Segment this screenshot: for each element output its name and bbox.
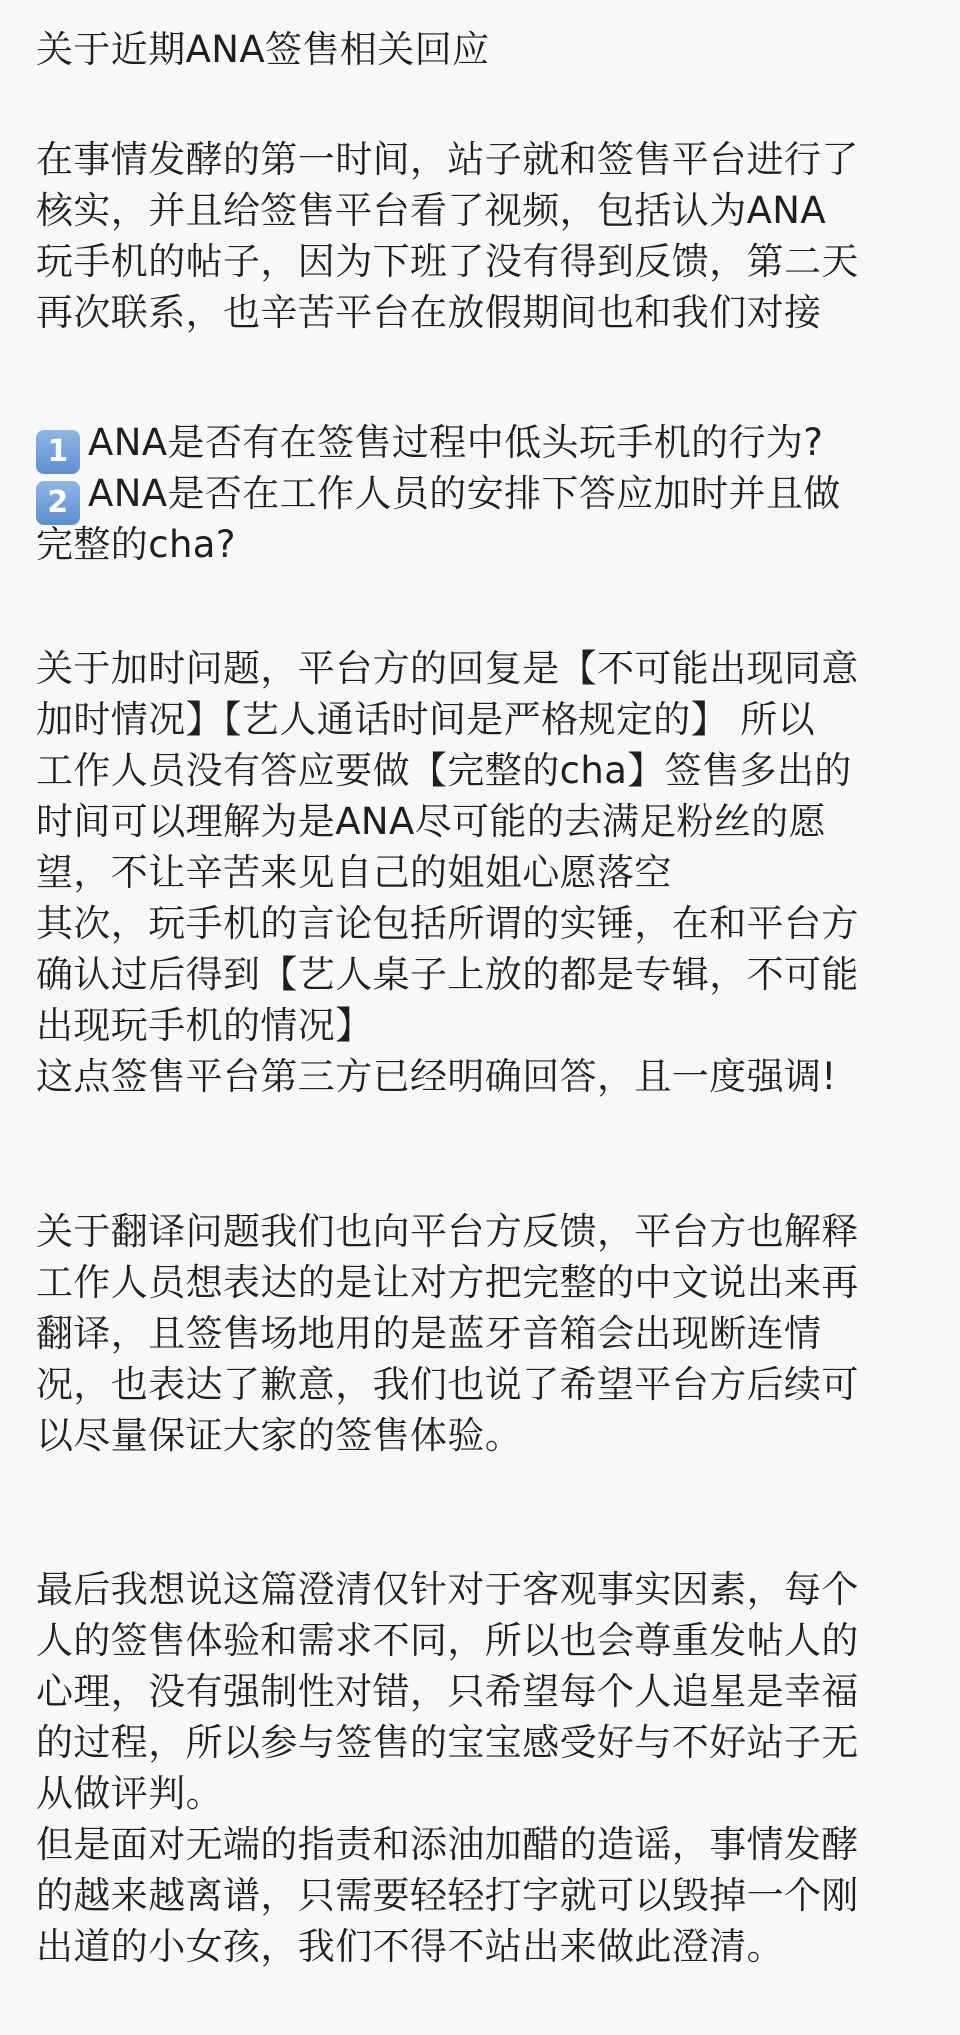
question-continuation: 完整的cha? bbox=[36, 523, 236, 566]
text-line: 其次，玩手机的言论包括所谓的实锤，在和平台方 bbox=[36, 902, 859, 945]
number-one-icon: 1 bbox=[36, 430, 80, 474]
text-line: 关于翻译问题我们也向平台方反馈，平台方也解释 bbox=[36, 1210, 859, 1253]
text-line: 这点签售平台第三方已经明确回答，且一度强调! bbox=[36, 1055, 837, 1098]
text-line: 出道的小女孩，我们不得不站出来做此澄清。 bbox=[36, 1925, 784, 1968]
text-line: 加时情况】【艺人通话时间是严格规定的】 所以 bbox=[36, 698, 816, 741]
text-line: 玩手机的帖子，因为下班了没有得到反馈，第二天 bbox=[36, 240, 859, 283]
text-line: 关于加时问题，平台方的回复是【不可能出现同意 bbox=[36, 647, 859, 690]
text-line: 核实，并且给签售平台看了视频，包括认为ANA bbox=[36, 189, 827, 232]
text-line: 出现玩手机的情况】 bbox=[36, 1004, 373, 1047]
text-line: 再次联系，也辛苦平台在放假期间也和我们对接 bbox=[36, 291, 822, 334]
paragraph-translation bbox=[36, 1206, 936, 1461]
text-line: 时间可以理解为是ANA尽可能的去满足粉丝的愿 bbox=[36, 800, 827, 843]
number-two-icon: 2 bbox=[36, 481, 80, 525]
question-text: ANA是否有在签售过程中低头玩手机的行为? bbox=[88, 421, 824, 464]
text-line: 心理，没有强制性对错，只希望每个人追星是幸福 bbox=[36, 1670, 859, 1713]
question-text: ANA是否在工作人员的安排下答应加时并且做 bbox=[88, 472, 841, 515]
text-line: 工作人员没有答应要做【完整的cha】签售多出的 bbox=[36, 749, 852, 792]
text-line: 况，也表达了歉意，我们也说了希望平台方后续可 bbox=[36, 1363, 859, 1406]
title-block bbox=[36, 24, 936, 75]
paragraph-conclusion bbox=[36, 1564, 936, 1972]
question-item-2 bbox=[36, 468, 936, 519]
text-line: 工作人员想表达的是让对方把完整的中文说出来再 bbox=[36, 1261, 859, 1304]
question-item-1 bbox=[36, 417, 936, 468]
text-line: 在事情发酵的第一时间，站子就和签售平台进行了 bbox=[36, 138, 859, 181]
text-line: 最后我想说这篇澄清仅针对于客观事实因素，每个 bbox=[36, 1568, 859, 1611]
text-line: 的过程，所以参与签售的宝宝感受好与不好站子无 bbox=[36, 1721, 859, 1764]
text-line: 人的签售体验和需求不同，所以也会尊重发帖人的 bbox=[36, 1619, 859, 1662]
text-line: 从做评判。 bbox=[36, 1772, 223, 1815]
text-line: 的越来越离谱，只需要轻轻打字就可以毁掉一个刚 bbox=[36, 1874, 859, 1917]
text-line: 确认过后得到【艺人桌子上放的都是专辑，不可能 bbox=[36, 953, 859, 996]
question-list bbox=[36, 417, 936, 570]
text-line: 望，不让辛苦来见自己的姐姐心愿落空 bbox=[36, 851, 672, 894]
paragraph-verification bbox=[36, 134, 936, 338]
text-line: 以尽量保证大家的签售体验。 bbox=[36, 1414, 523, 1457]
paragraph-overtime bbox=[36, 643, 936, 1102]
text-line: 翻译，且签售场地用的是蓝牙音箱会出现断连情 bbox=[36, 1312, 822, 1355]
page-title: 关于近期ANA签售相关回应 bbox=[36, 28, 490, 71]
text-line: 但是面对无端的指责和添油加醋的造谣，事情发酵 bbox=[36, 1823, 859, 1866]
